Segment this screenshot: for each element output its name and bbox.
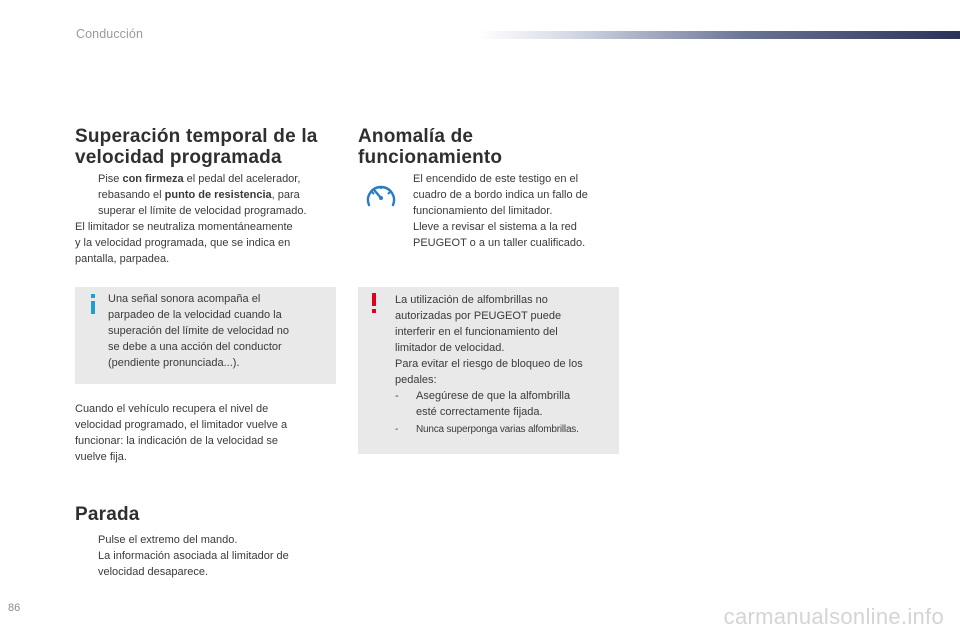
lamp-line: funcionamiento del limitador.: [413, 205, 553, 217]
step-text: rebasando el: [98, 189, 165, 201]
heading-line-2: velocidad programada: [75, 147, 282, 168]
step-text: Pulse el extremo del mando.: [98, 534, 238, 546]
info-line: superación del límite de velocidad no: [108, 325, 290, 337]
page-number: 86: [8, 602, 21, 614]
info-icon: [89, 294, 97, 314]
info-line: Una señal sonora acompaña el: [108, 293, 261, 305]
step-bold-resistance-point: punto de resistencia: [164, 189, 272, 201]
heading-line-1: Anomalía de: [358, 126, 474, 147]
paragraph-line: y la velocidad programada, que se indica en: [75, 237, 291, 249]
paragraph-neutralized: [75, 219, 293, 267]
step-press-accelerator: [98, 171, 307, 219]
heading-stop: Parada: [75, 504, 140, 525]
paragraph-line: velocidad programado, el limitador vuelve a: [75, 419, 288, 431]
header-gradient-bar: [478, 31, 960, 39]
lamp-line: Lleve a revisar el sistema a la red: [413, 221, 577, 233]
paragraph-line: vuelve fija.: [75, 451, 127, 463]
warning-line: limitador de velocidad.: [395, 342, 505, 354]
warning-line: pedales:: [395, 374, 437, 386]
warning-icon: [370, 293, 378, 313]
heading-speed-override: [75, 126, 318, 168]
info-line: se debe a una acción del conductor: [108, 341, 282, 353]
lamp-description: [413, 171, 588, 251]
lamp-line: PEUGEOT o a un taller cualificado.: [413, 237, 586, 249]
info-line: (pendiente pronunciada...).: [108, 357, 240, 369]
warning-list-item-fix-mat: [416, 388, 570, 420]
warning-list-item-no-stacking: Nunca superponga varias alfombrillas.: [416, 424, 579, 435]
warning-line: autorizadas por PEUGEOT puede: [395, 310, 562, 322]
lamp-line: cuadro de a bordo indica un fallo de: [413, 189, 588, 201]
warning-list-dash: -: [395, 424, 399, 435]
warning-line: La utilización de alfombrillas no: [395, 294, 548, 306]
info-line: parpadeo de la velocidad cuando la: [108, 309, 282, 321]
step-text: el pedal del acelerador,: [183, 173, 301, 185]
speed-limiter-warning-lamp-icon: [364, 180, 398, 210]
lamp-line: El encendido de este testigo en el: [413, 173, 579, 185]
step-press-stalk-end: [98, 532, 289, 580]
warning-box-text: [395, 292, 583, 388]
watermark: carmanualsonline.info: [723, 604, 944, 629]
warning-line: Para evitar el riesgo de bloqueo de los: [395, 358, 583, 370]
paragraph-line: Cuando el vehículo recupera el nivel de: [75, 403, 269, 415]
warning-line: esté correctamente fijada.: [416, 406, 543, 418]
warning-line: Asegúrese de que la alfombrilla: [416, 390, 571, 402]
paragraph-speed-recovered: [75, 401, 287, 465]
paragraph-line: funcionar: la indicación de la velocidad se: [75, 435, 279, 447]
paragraph-line: pantalla, parpadea.: [75, 253, 170, 265]
step-text: La información asociada al limitador de: [98, 550, 289, 562]
heading-malfunction: [358, 126, 502, 168]
section-label: Conducción: [76, 27, 144, 41]
warning-line: interferir en el funcionamiento del: [395, 326, 558, 338]
warning-list-dash: -: [395, 390, 399, 402]
paragraph-line: El limitador se neutraliza momentáneamente: [75, 221, 293, 233]
step-bold-firmly: con firmeza: [122, 173, 184, 185]
step-text: velocidad desaparece.: [98, 566, 209, 578]
info-box-text: [108, 291, 289, 371]
step-text: , para: [271, 189, 300, 201]
step-text: superar el límite de velocidad programado.: [98, 205, 307, 217]
step-text: Pise: [98, 173, 123, 185]
heading-line-1: Superación temporal de la: [75, 126, 318, 147]
heading-line-2: funcionamiento: [358, 147, 503, 168]
